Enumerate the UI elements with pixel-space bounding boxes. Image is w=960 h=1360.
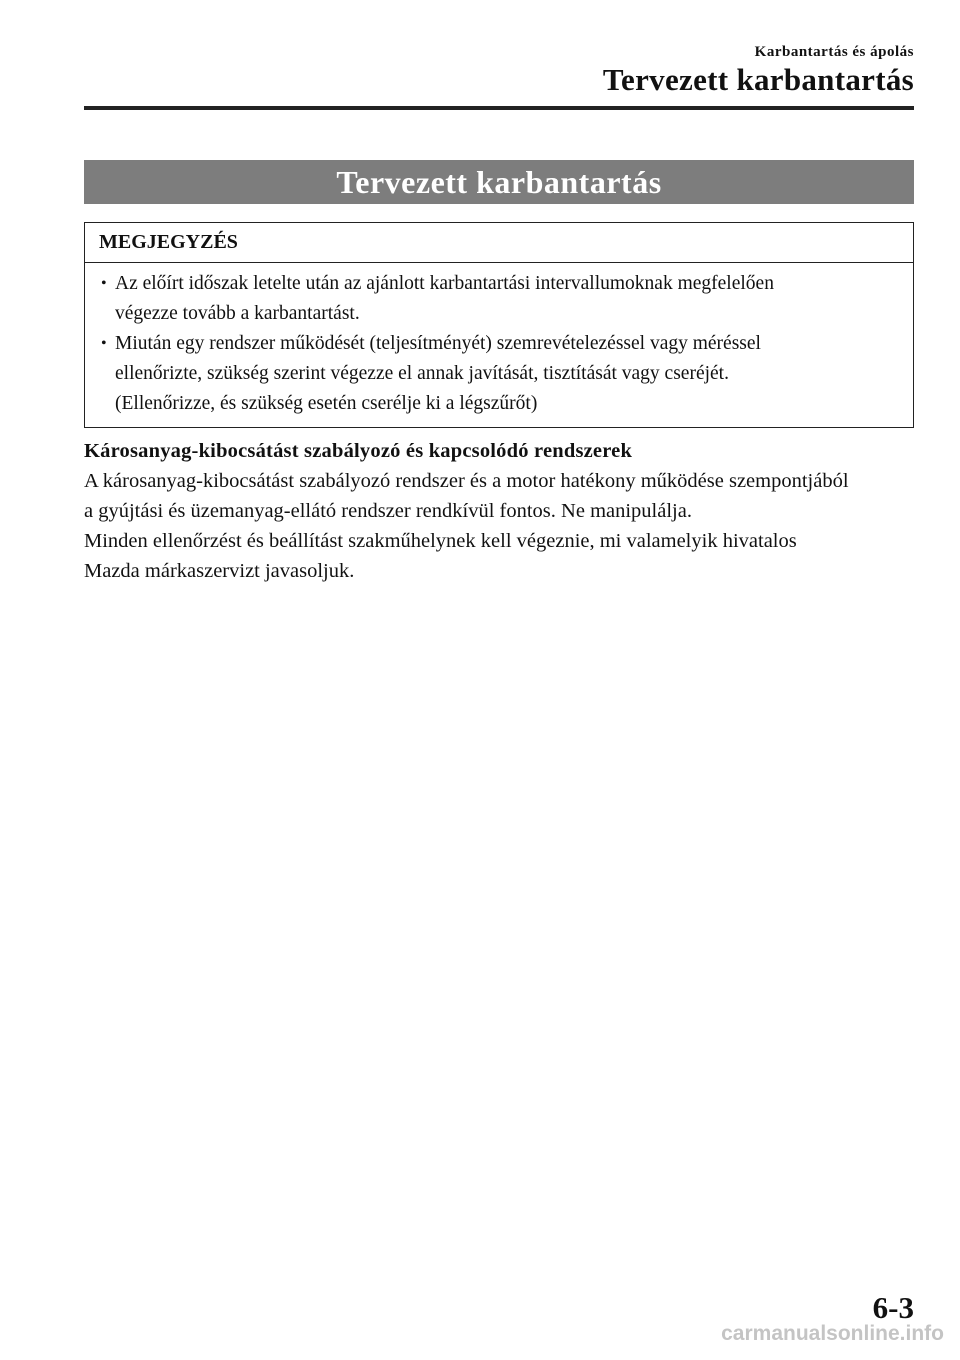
note-box xyxy=(84,222,914,428)
note-body xyxy=(85,263,913,427)
running-header-title: Tervezett karbantartás xyxy=(602,62,914,97)
note-bullet-1 xyxy=(99,269,899,329)
note-line: végezze tovább a karbantartást. xyxy=(115,303,360,324)
section-title: Károsanyag-kibocsátást szabályozó és kapcsolódó rendszerek xyxy=(84,440,633,462)
page-number: 6-3 xyxy=(872,1290,914,1325)
body-line: Mazda márkaszervizt javasoljuk. xyxy=(84,560,355,582)
bullet-dot: • xyxy=(101,275,107,292)
body-line: A károsanyag-kibocsátást szabályozó rendszer és a motor hatékony működése szempontjából xyxy=(84,470,849,492)
body-line: a gyújtási és üzemanyag-ellátó rendszer rendkívül fontos. Ne manipulálja. xyxy=(84,500,692,522)
note-line: Az előírt időszak letelte után az ajánlott karbantartási intervallumoknak megfelelően xyxy=(115,273,774,294)
body-line: Minden ellenőrzést és beállítást szakműhelynek kell végeznie, mi valamelyik hivatalos xyxy=(84,530,797,552)
banner-title: Tervezett karbantartás xyxy=(336,163,662,200)
bullet-dot: • xyxy=(101,335,107,352)
note-bullet-2 xyxy=(99,329,899,419)
watermark: carmanualsonline.info xyxy=(721,1322,944,1345)
note-line: ellenőrizte, szükség szerint végezze el annak javítását, tisztítását vagy cseréjét. xyxy=(115,363,729,384)
note-line: (Ellenőrizze, és szükség esetén cserélje ki a légszűrőt) xyxy=(115,393,538,414)
note-line: Miután egy rendszer működését (teljesítményét) szemrevételezéssel vagy méréssel xyxy=(115,333,761,354)
note-heading: MEGJEGYZÉS xyxy=(85,223,913,263)
emission-section xyxy=(84,436,914,586)
section-banner xyxy=(84,160,914,204)
running-header-section: Karbantartás és ápolás xyxy=(754,44,914,60)
header-divider xyxy=(84,106,914,110)
